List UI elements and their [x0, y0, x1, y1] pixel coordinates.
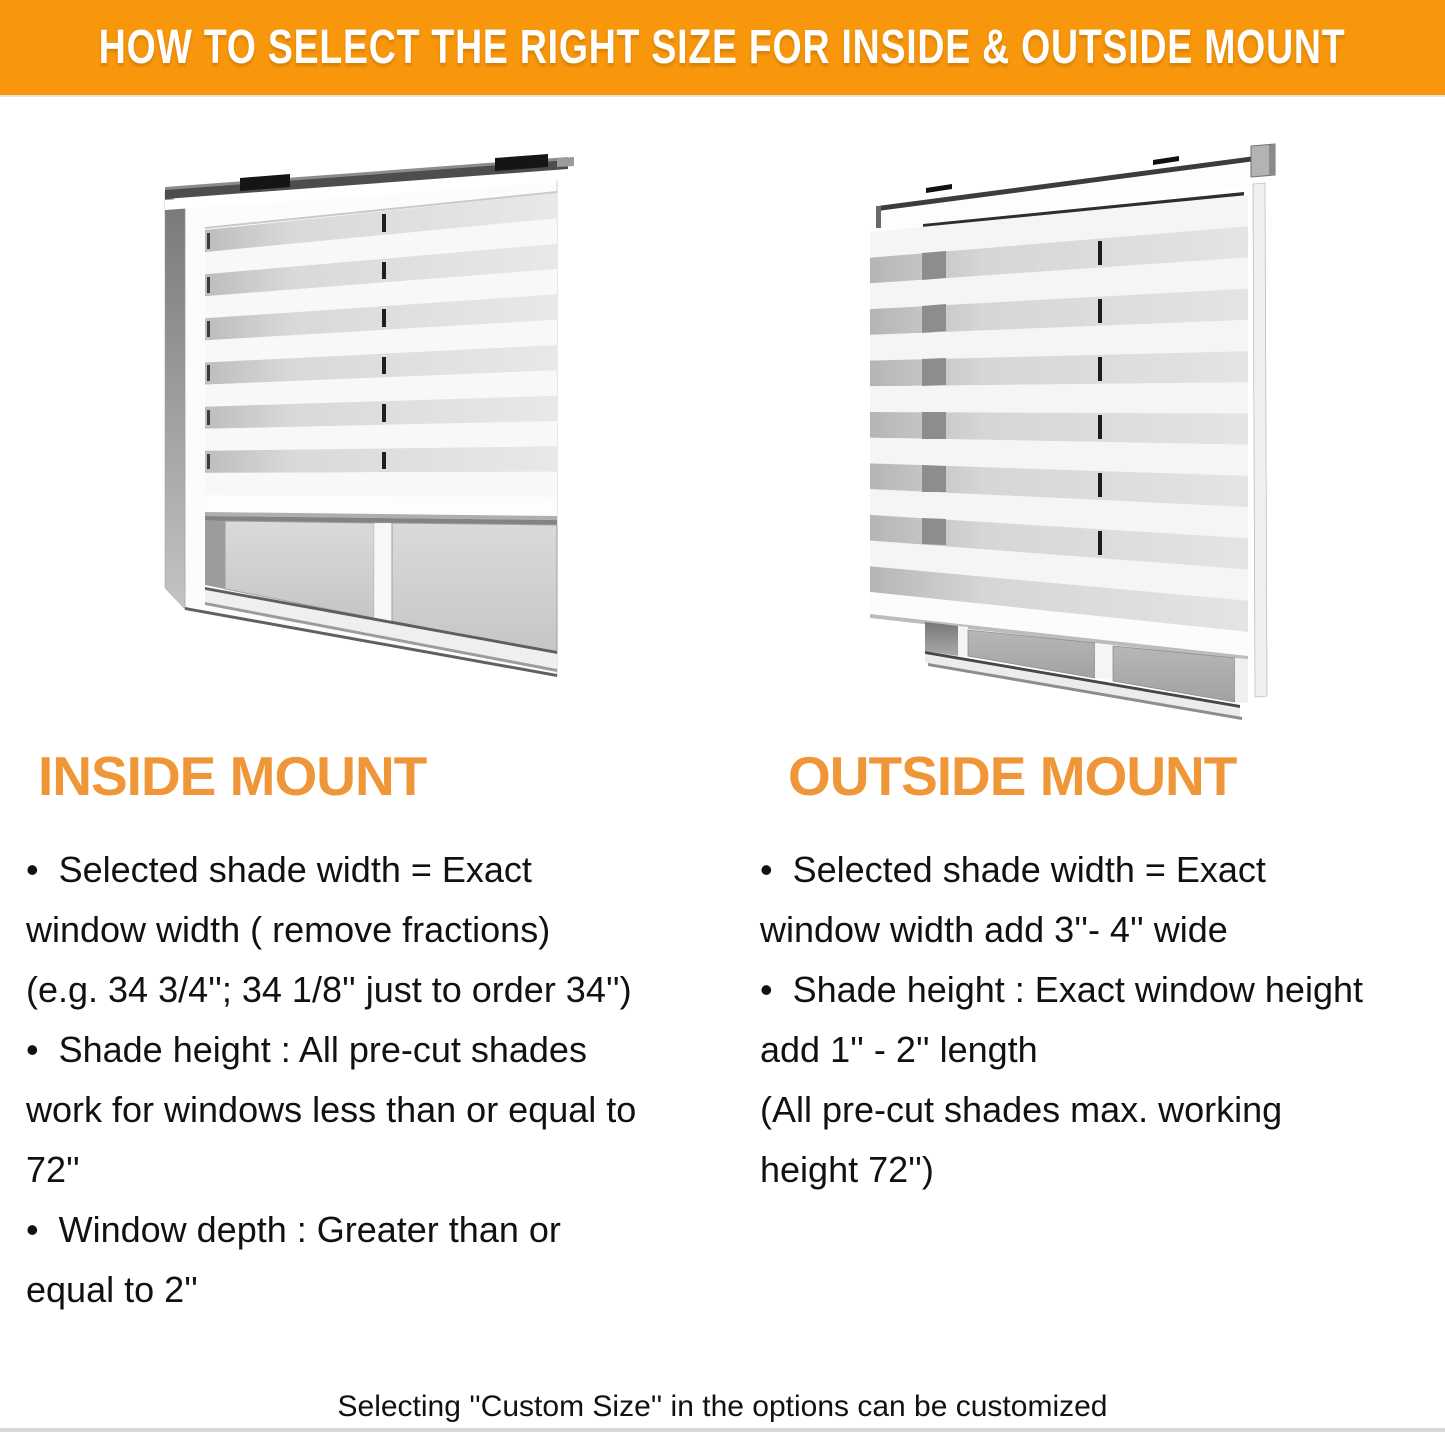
instruction-line: • Shade height : All pre-cut shades: [26, 1029, 587, 1070]
inside-mount-heading: INSIDE MOUNT: [38, 745, 427, 807]
instruction-line: window width ( remove fractions): [26, 909, 551, 950]
center-mullion: [374, 523, 392, 621]
instruction-line: height 72''): [760, 1149, 934, 1190]
window-jamb: [925, 622, 958, 656]
page-title: HOW TO SELECT THE RIGHT SIZE FOR INSIDE & OUTSIDE MOUNT: [99, 21, 1346, 74]
center-mullion: [1095, 643, 1113, 680]
instruction-line: add 1'' - 2'' length: [760, 1029, 1038, 1070]
zebra-stripes: [870, 195, 1248, 632]
custom-size-note: Selecting ''Custom Size'' in the options can be customized: [337, 1390, 1108, 1423]
blind-side-channel: [1253, 183, 1267, 697]
wall-screw-mark-icon: [1153, 156, 1179, 165]
zebra-stripes: [205, 193, 557, 497]
instruction-line: • Shade height : Exact window height: [760, 969, 1363, 1010]
bottom-edge-strip: [0, 1428, 1445, 1432]
banner: [0, 0, 1445, 97]
outside-mount-illustration: [850, 140, 1290, 720]
instruction-line: (e.g. 34 3/4''; 34 1/8'' just to order 34''): [26, 969, 632, 1010]
instruction-line: equal to 2'': [26, 1269, 198, 1310]
inside-mount-instructions: [26, 840, 636, 1320]
outside-mount-instructions: [760, 840, 1363, 1200]
window-jamb: [165, 192, 185, 609]
instruction-line: window width add 3''- 4'' wide: [760, 909, 1228, 950]
blind-bottom-bar: [205, 495, 557, 525]
inside-mount-illustration: [158, 130, 578, 710]
instruction-line: • Selected shade width = Exact: [760, 849, 1266, 890]
wall-screw-mark-icon: [926, 184, 952, 193]
instruction-line: work for windows less than or equal to: [26, 1089, 637, 1130]
instruction-line: 72'': [26, 1149, 80, 1190]
instruction-line: • Window depth : Greater than or: [26, 1209, 561, 1250]
outside-mount-heading: OUTSIDE MOUNT: [788, 745, 1237, 807]
instruction-line: (All pre-cut shades max. working: [760, 1089, 1283, 1130]
instruction-line: • Selected shade width = Exact: [26, 849, 532, 890]
